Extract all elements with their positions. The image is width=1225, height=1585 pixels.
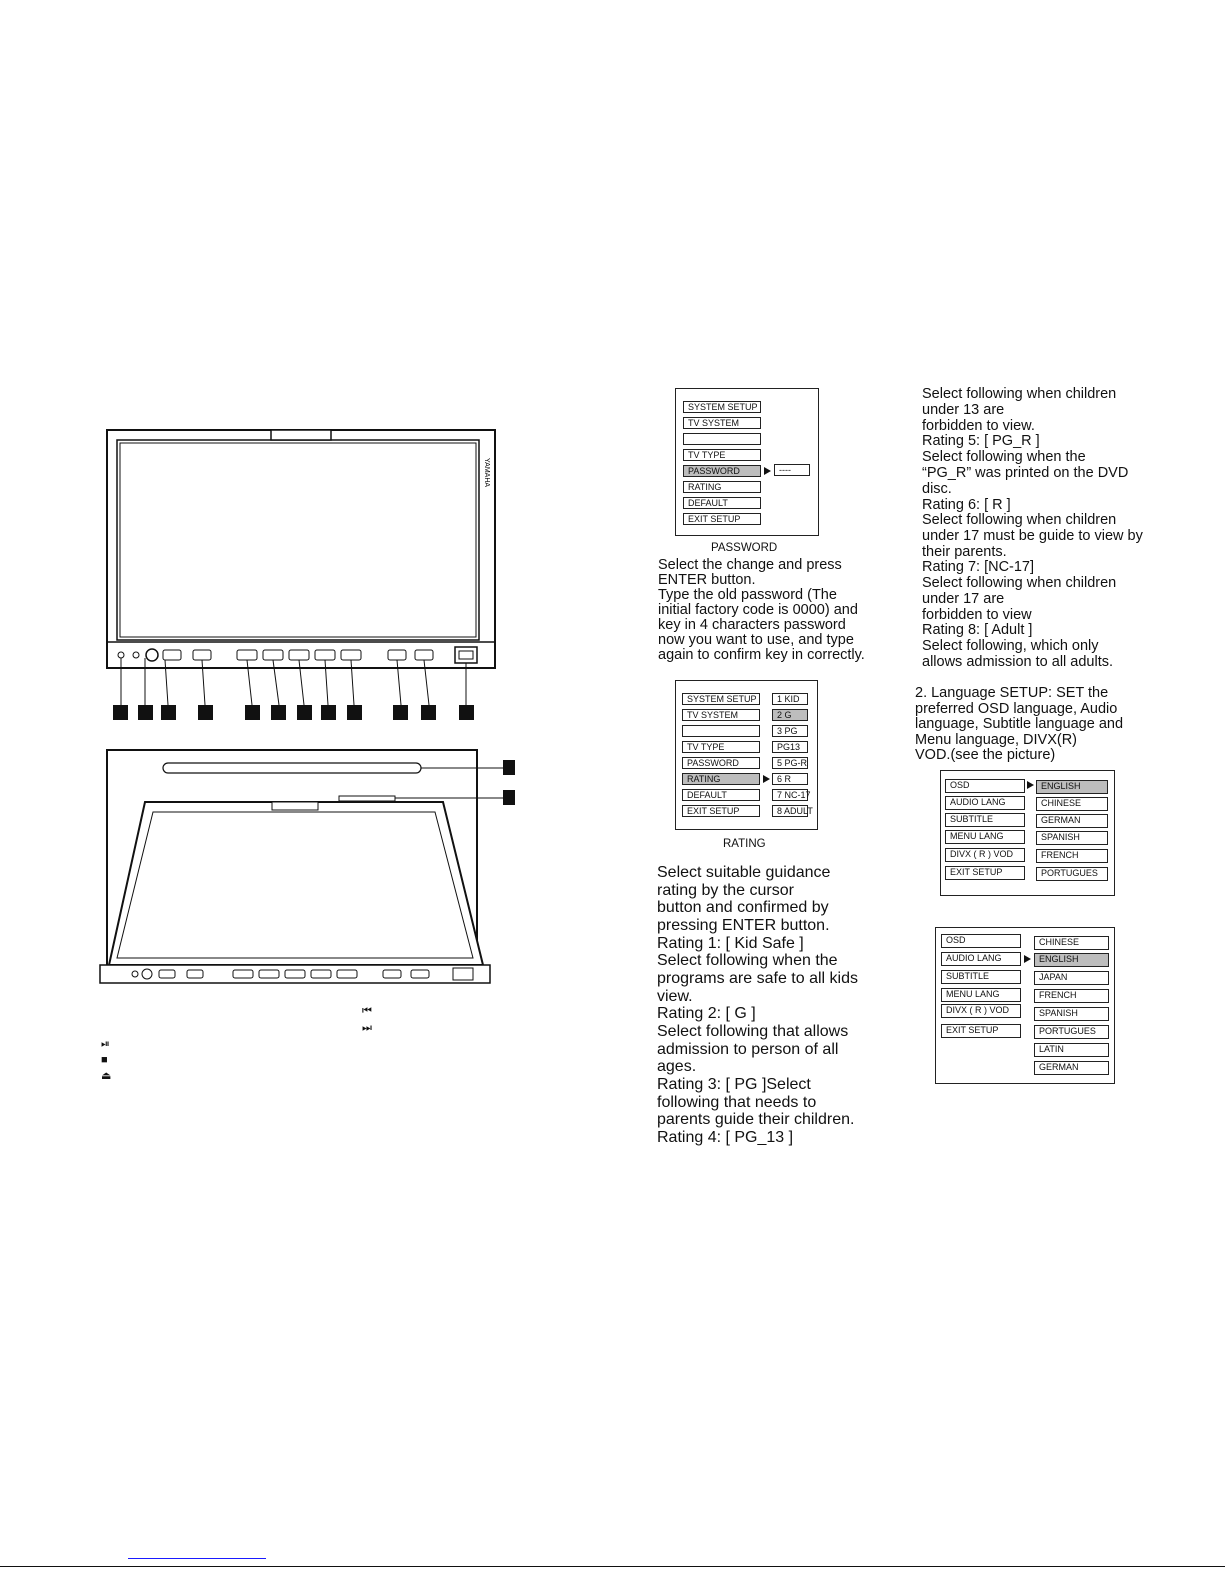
text-line: their parents. — [922, 544, 1007, 560]
rating-caption: RATING — [723, 838, 766, 850]
menu-item-exit-setup[interactable]: EXIT SETUP — [682, 805, 760, 817]
play-pause-icon: ⏯ — [101, 1038, 110, 1050]
menu-item-system-setup[interactable]: SYSTEM SETUP — [682, 693, 760, 705]
menu-item-subtitle[interactable]: SUBTITLE — [941, 970, 1021, 984]
menu-item-audio-lang[interactable]: AUDIO LANG — [945, 796, 1025, 810]
text-line: key in 4 characters password — [658, 617, 846, 633]
text-line: Menu language, DIVX(R) — [915, 732, 1077, 748]
audio-language-menu-panel — [935, 927, 1115, 1084]
menu-item-rating[interactable]: RATING — [683, 481, 761, 493]
selection-arrow-icon — [764, 467, 771, 475]
text-line: again to confirm key in correctly. — [658, 647, 865, 663]
menu-item-exit-setup[interactable]: EXIT SETUP — [945, 866, 1025, 880]
selection-arrow-icon — [1024, 955, 1031, 963]
text-line: Select the change and press — [658, 557, 842, 573]
text-line: Rating 8: [ Adult ] — [922, 622, 1033, 638]
menu-item-password[interactable]: PASSWORD — [683, 465, 761, 477]
text-line: now you want to use, and type — [658, 632, 854, 648]
lang-option-english[interactable]: ENGLISH — [1036, 780, 1108, 794]
text-line: Select following when children — [922, 512, 1117, 528]
selection-arrow-icon — [1027, 781, 1034, 789]
text-line: Select following, which only — [922, 638, 1099, 654]
lang-option-chinese[interactable]: CHINESE — [1036, 797, 1108, 811]
text-line: Rating 2: [ G ] — [657, 1005, 756, 1022]
prev-icon: ⏮ — [362, 1005, 372, 1017]
svg-text:YAMAHA: YAMAHA — [483, 458, 490, 488]
text-line: Select suitable guidance — [657, 864, 831, 881]
menu-item-divx-vod[interactable]: DIVX ( R ) VOD — [941, 1004, 1021, 1018]
head-unit-illustration — [95, 420, 515, 1090]
menu-item-menu-lang[interactable]: MENU LANG — [945, 830, 1025, 844]
menu-item-osd[interactable]: OSD — [945, 779, 1025, 793]
text-line: under 13 are — [922, 402, 1005, 418]
text-line: allows admission to all adults. — [922, 654, 1114, 670]
menu-item-tv-type[interactable]: TV TYPE — [683, 449, 761, 461]
rating-option-pg[interactable]: 3 PG — [772, 725, 808, 737]
next-icon: ⏭ — [362, 1022, 372, 1034]
footer-rule — [0, 1566, 1225, 1567]
text-line: VOD.(see the picture) — [915, 747, 1056, 763]
lang-option-spanish[interactable]: SPANISH — [1036, 831, 1108, 845]
rating-option-kid[interactable]: 1 KID — [772, 693, 808, 705]
menu-item-subtitle[interactable]: SUBTITLE — [945, 813, 1025, 827]
menu-item-tv-system[interactable]: TV SYSTEM — [682, 709, 760, 721]
stop-icon: ■ — [101, 1054, 108, 1066]
text-line: programs are safe to all kids — [657, 970, 858, 987]
password-input[interactable]: ---- — [774, 464, 810, 476]
text-line: Select following when the — [657, 952, 838, 969]
password-caption: PASSWORD — [711, 542, 778, 554]
text-line: pressing ENTER button. — [657, 917, 830, 934]
menu-item-password[interactable]: PASSWORD — [682, 757, 760, 769]
rating-option-g[interactable]: 2 G — [772, 709, 808, 721]
text-line: Select following when children — [922, 386, 1117, 402]
menu-item-divx-vod[interactable]: DIVX ( R ) VOD — [945, 848, 1025, 862]
lang-option-french[interactable]: FRENCH — [1034, 989, 1109, 1003]
lang-option-german[interactable]: GERMAN — [1034, 1061, 1109, 1075]
footer-link-underline[interactable] — [128, 1558, 266, 1559]
rating-option-r[interactable]: 6 R — [772, 773, 808, 785]
text-line: Rating 5: [ PG_R ] — [922, 433, 1040, 449]
text-line: 2. Language SETUP: SET the — [915, 685, 1109, 701]
text-line: Select following when the — [922, 449, 1086, 465]
menu-item-default[interactable]: DEFAULT — [682, 789, 760, 801]
lang-option-english[interactable]: ENGLISH — [1034, 953, 1109, 967]
menu-item-system-setup[interactable]: SYSTEM SETUP — [683, 401, 761, 413]
text-line: under 17 must be guide to view by — [922, 528, 1143, 544]
text-line: parents guide their children. — [657, 1111, 855, 1128]
text-line: Rating 7: [NC-17] — [922, 559, 1035, 575]
text-line: Rating 4: [ PG_13 ] — [657, 1129, 794, 1146]
lang-option-japan[interactable]: JAPAN — [1034, 971, 1109, 985]
text-line: ages. — [657, 1058, 697, 1075]
text-line: Rating 3: [ PG ]Select — [657, 1076, 811, 1093]
rating-option-pg13[interactable]: PG13 — [772, 741, 808, 753]
text-line: Type the old password (The — [658, 587, 837, 603]
lang-option-portugues[interactable]: PORTUGUES — [1036, 867, 1108, 881]
menu-item-osd[interactable]: OSD — [941, 934, 1021, 948]
rating-option-pg-r[interactable]: 5 PG-R — [772, 757, 808, 769]
text-line: Select following when children — [922, 575, 1117, 591]
rating-menu-panel — [675, 680, 818, 830]
text-line: Rating 6: [ R ] — [922, 497, 1011, 513]
lang-option-chinese[interactable]: CHINESE — [1034, 936, 1109, 950]
menu-item-blank[interactable] — [683, 433, 761, 445]
text-line: view. — [657, 988, 693, 1005]
lang-option-spanish[interactable]: SPANISH — [1034, 1007, 1109, 1021]
menu-item-audio-lang[interactable]: AUDIO LANG — [941, 952, 1021, 966]
lang-option-french[interactable]: FRENCH — [1036, 849, 1108, 863]
text-line: language, Subtitle language and — [915, 716, 1124, 732]
text-line: Rating 1: [ Kid Safe ] — [657, 935, 804, 952]
menu-item-menu-lang[interactable]: MENU LANG — [941, 988, 1021, 1002]
password-menu-panel — [675, 388, 819, 536]
text-line: disc. — [922, 481, 952, 497]
osd-language-menu-panel — [940, 770, 1115, 896]
menu-item-rating[interactable]: RATING — [682, 773, 760, 785]
text-line: following that needs to — [657, 1094, 817, 1111]
text-line: forbidden to view — [922, 607, 1032, 623]
text-line: ENTER button. — [658, 572, 756, 588]
text-line: admission to person of all — [657, 1041, 839, 1058]
menu-item-tv-system[interactable]: TV SYSTEM — [683, 417, 761, 429]
lang-option-german[interactable]: GERMAN — [1036, 814, 1108, 828]
text-line: forbidden to view. — [922, 418, 1035, 434]
menu-item-default[interactable]: DEFAULT — [683, 497, 761, 509]
text-line: Select following that allows — [657, 1023, 849, 1040]
text-line: rating by the cursor — [657, 882, 794, 899]
lang-option-latin[interactable]: LATIN — [1034, 1043, 1109, 1057]
menu-item-tv-type[interactable]: TV TYPE — [682, 741, 760, 753]
menu-item-exit-setup[interactable]: EXIT SETUP — [941, 1024, 1021, 1038]
eject-icon: ⏏ — [101, 1070, 112, 1082]
menu-item-exit-setup[interactable]: EXIT SETUP — [683, 513, 761, 525]
text-line: “PG_R” was printed on the DVD — [922, 465, 1129, 481]
menu-item-blank[interactable] — [682, 725, 760, 737]
rating-option-adult[interactable]: 8 ADULT — [772, 805, 808, 817]
rating-option-nc17[interactable]: 7 NC-17 — [772, 789, 808, 801]
text-line: button and confirmed by — [657, 899, 829, 916]
selection-arrow-icon — [763, 775, 770, 783]
text-line: under 17 are — [922, 591, 1005, 607]
text-line: preferred OSD language, Audio — [915, 701, 1118, 717]
text-line: initial factory code is 0000) and — [658, 602, 858, 618]
lang-option-portugues[interactable]: PORTUGUES — [1034, 1025, 1109, 1039]
